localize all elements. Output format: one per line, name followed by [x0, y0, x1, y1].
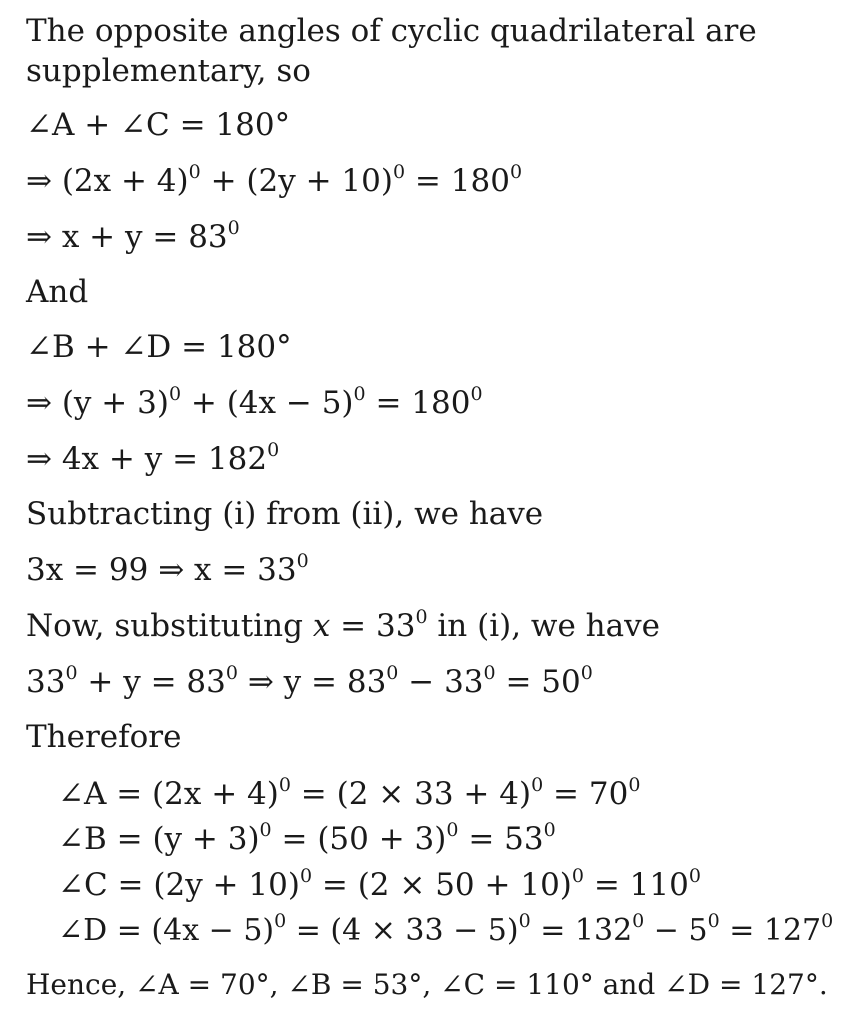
angle-b-calculation: ∠B = $(y + 3)^0 = (50 + 3)^0 = 53^0$	[58, 819, 556, 857]
angle-c-calculation: ∠C = $(2y + 10)^0 = (2 \times 50 + 10)^0 = 110^0$	[58, 865, 701, 903]
angle-a-calculation: ∠A = $(2x + 4)^0 = (2 \times 33 + 4)^0 = 70^0$	[58, 774, 641, 812]
therefore-label: Therefore	[26, 719, 182, 755]
x-result: 3x = 99 ⇒ $x = 33^0$	[26, 550, 309, 588]
substitute-label: Now, substituting $x = 33^0$ in (i), we have	[26, 606, 660, 644]
conclusion: Hence, ∠A = 70°, ∠B = 53°, ∠C = 110° and ∠D = 127°.	[26, 968, 828, 1001]
angle-d-calculation: ∠D = $(4x - 5)^0 = (4 \times 33 - 5)^0 = 132^0 - 5^0 = 127^0$	[58, 910, 834, 948]
and-label: And	[26, 274, 89, 310]
y-result: $33^0 + y = 83^0$ ⇒ $y = 83^0 - 33^0 = 50^0$	[26, 662, 593, 700]
step-ac-result: ⇒ $x + y = 83^0$	[26, 217, 240, 255]
equation-angle-a-plus-c: ∠A + ∠C = 180°	[26, 107, 291, 143]
step-ac-expanded: ⇒ $(2x + 4)^0 + (2y + 10)^0 = 180^0$	[26, 161, 523, 199]
subtract-label: Subtracting (i) from (ii), we have	[26, 496, 544, 532]
equation-angle-b-plus-d: ∠B + ∠D = 180°	[26, 329, 292, 365]
step-bd-expanded: ⇒ $(y + 3)^0 + (4x - 5)^0 = 180^0$	[26, 383, 483, 421]
intro-line-2: supplementary, so	[26, 53, 311, 89]
intro-line-1: The opposite angles of cyclic quadrilateral are	[26, 13, 757, 49]
step-bd-result: ⇒ $4x + y = 182^0$	[26, 439, 280, 477]
